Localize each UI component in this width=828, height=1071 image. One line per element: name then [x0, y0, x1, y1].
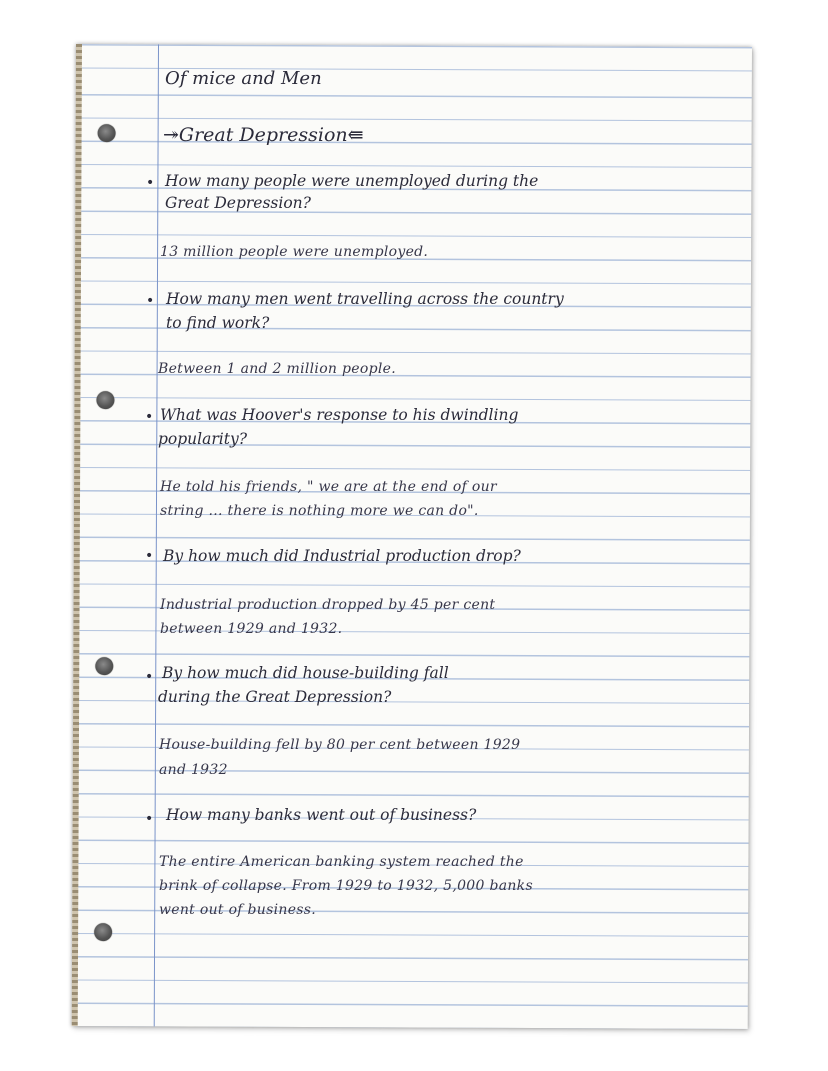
punch-hole: [95, 657, 113, 675]
bullet: •: [145, 811, 154, 827]
binding-edge: [72, 44, 82, 1026]
bullet: •: [146, 175, 155, 191]
question-line: By how much did Industrial production drop?: [163, 547, 521, 565]
question-line: to find work?: [166, 314, 270, 332]
question-line: Great Depression?: [165, 194, 311, 212]
question-line: How many men went travelling across the country: [166, 290, 564, 308]
section-heading: ↠Great Depression⇚: [163, 124, 364, 146]
answer-line: brink of collapse. From 1929 to 1932, 5,000 banks: [159, 878, 533, 894]
question-line: What was Hoover's response to his dwindling: [160, 406, 519, 424]
question-line: How many people were unemployed during the: [165, 172, 539, 190]
margin-line: [154, 44, 160, 1026]
answer-line: went out of business.: [159, 902, 317, 918]
answer-line: Industrial production dropped by 45 per cent: [160, 597, 496, 613]
question-line: during the Great Depression?: [158, 688, 392, 706]
punch-hole: [94, 923, 112, 941]
answer-line: The entire American banking system reached the: [159, 854, 524, 870]
answer-line: 13 million people were unemployed.: [160, 244, 429, 260]
punch-hole: [96, 391, 114, 409]
answer-line: House-building fell by 80 per cent between 1929: [159, 737, 521, 753]
question-line: How many banks went out of business?: [166, 806, 477, 824]
question-line: By how much did house-building fall: [162, 664, 449, 682]
bullet: •: [145, 409, 154, 425]
answer-line: between 1929 and 1932.: [160, 621, 343, 637]
answer-line: and 1932: [159, 762, 228, 778]
answer-line: He told his friends, " we are at the end of our: [160, 479, 497, 495]
bullet: •: [145, 669, 154, 685]
question-line: popularity?: [158, 430, 248, 448]
bullet: •: [146, 293, 155, 309]
punch-hole: [98, 124, 116, 142]
answer-line: string ... there is nothing more we can do".: [160, 503, 479, 519]
page-title: Of mice and Men: [165, 68, 322, 89]
notebook-page: [72, 44, 752, 1029]
answer-line: Between 1 and 2 million people.: [158, 361, 396, 377]
bullet: •: [145, 548, 154, 564]
